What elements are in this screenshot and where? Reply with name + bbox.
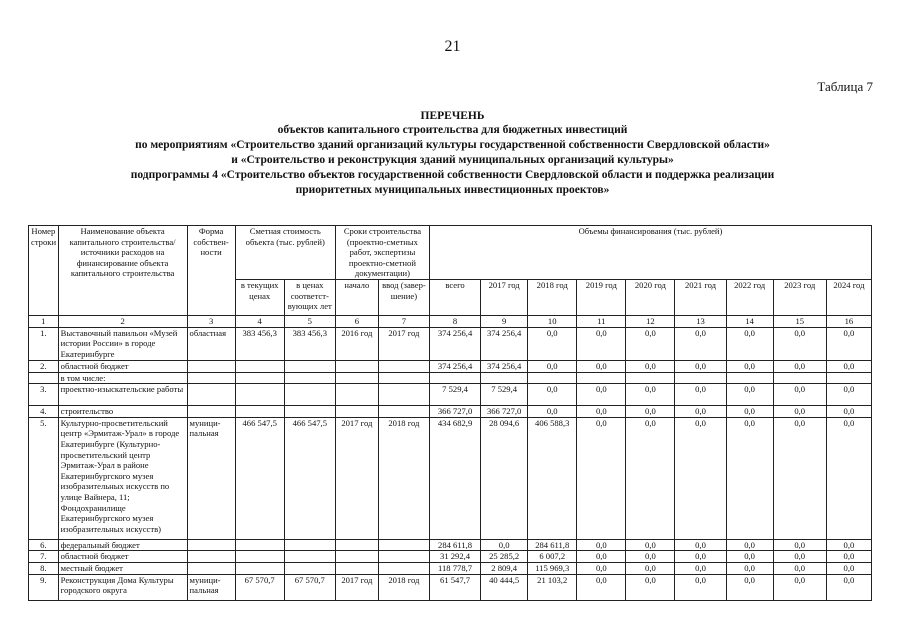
year-amount: 0,0 xyxy=(626,562,675,574)
year-amount: 0,0 xyxy=(826,406,871,418)
title-line: подпрограммы 4 «Строительство объектов государственной собственности Свердловской области и поддержка реализации xyxy=(130,169,775,181)
table-row xyxy=(29,539,872,551)
header-volumes: Объемы финансирования (тыс. рублей) xyxy=(429,226,871,280)
total-amount: 374 256,4 xyxy=(429,360,480,372)
column-number: 6 xyxy=(335,315,378,327)
year-amount: 0,0 xyxy=(481,539,528,551)
table-row xyxy=(29,417,872,539)
header-year: 2021 год xyxy=(675,279,726,315)
object-name: строительство xyxy=(58,406,187,418)
year-amount: 0,0 xyxy=(773,406,826,418)
year-amount: 0,0 xyxy=(773,539,826,551)
table-label: Таблица 7 xyxy=(817,79,873,94)
year-amount: 0,0 xyxy=(773,417,826,539)
year-amount: 0,0 xyxy=(726,384,773,406)
year-amount: 0,0 xyxy=(626,417,675,539)
column-number: 12 xyxy=(626,315,675,327)
year-amount: 40 444,5 xyxy=(481,574,528,600)
object-name: местный бюджет xyxy=(58,562,187,574)
ownership-form xyxy=(187,539,235,551)
column-number: 4 xyxy=(235,315,284,327)
header-year: 2019 год xyxy=(577,279,626,315)
total-amount: 374 256,4 xyxy=(429,327,480,360)
cost-current xyxy=(235,360,284,372)
cost-adjusted xyxy=(284,539,335,551)
finish-year xyxy=(378,384,429,406)
year-amount: 0,0 xyxy=(675,539,726,551)
column-number: 8 xyxy=(429,315,480,327)
year-amount: 0,0 xyxy=(577,384,626,406)
row-number: 4. xyxy=(29,406,59,418)
start-year xyxy=(335,539,378,551)
title-line: и «Строительство и реконструкция зданий муниципальных организаций культуры» xyxy=(231,154,674,166)
ownership-form xyxy=(187,406,235,418)
total-amount: 31 292,4 xyxy=(429,551,480,563)
year-amount: 0,0 xyxy=(726,539,773,551)
year-amount: 115 969,3 xyxy=(528,562,577,574)
start-year xyxy=(335,372,378,384)
cost-current xyxy=(235,562,284,574)
column-number: 2 xyxy=(58,315,187,327)
cost-current xyxy=(235,551,284,563)
page-number: 21 xyxy=(444,38,461,55)
table-row xyxy=(29,360,872,372)
year-amount: 7 529,4 xyxy=(481,384,528,406)
column-number: 7 xyxy=(378,315,429,327)
start-year: 2017 год xyxy=(335,574,378,600)
object-name: проектно-изыскательские работы xyxy=(58,384,187,406)
header-total: всего xyxy=(429,279,480,315)
table-row xyxy=(29,574,872,600)
header-cost-adjusted: в ценах соответст-вующих лет xyxy=(284,279,335,315)
object-name: Культурно-просветительский центр «Эрмитаж-Урал» в городе Екатеринбурге (Культурно-просветительский центр Эрмитаж-Урал в районе Екатеринбургского музея изобразительных искусств по улице Вайнера, 11; Фондохранилище Екатеринбургского музея изобразительных искусств) xyxy=(58,417,187,539)
start-year xyxy=(335,406,378,418)
year-amount: 0,0 xyxy=(577,417,626,539)
row-number: 1. xyxy=(29,327,59,360)
year-amount: 25 285,2 xyxy=(481,551,528,563)
year-amount: 0,0 xyxy=(826,539,871,551)
year-amount: 0,0 xyxy=(626,384,675,406)
year-amount: 0,0 xyxy=(577,551,626,563)
ownership-form xyxy=(187,384,235,406)
year-amount xyxy=(577,372,626,384)
year-amount xyxy=(773,372,826,384)
year-amount xyxy=(675,372,726,384)
investment-table xyxy=(28,225,872,601)
header-year: 2024 год xyxy=(826,279,871,315)
year-amount: 0,0 xyxy=(826,360,871,372)
total-amount xyxy=(429,372,480,384)
object-name: областной бюджет xyxy=(58,551,187,563)
year-amount: 0,0 xyxy=(577,574,626,600)
finish-year xyxy=(378,372,429,384)
row-number: 6. xyxy=(29,539,59,551)
table-row xyxy=(29,551,872,563)
cost-adjusted xyxy=(284,360,335,372)
year-amount xyxy=(626,372,675,384)
year-amount: 0,0 xyxy=(773,574,826,600)
column-number: 13 xyxy=(675,315,726,327)
year-amount: 0,0 xyxy=(577,562,626,574)
year-amount: 28 094,6 xyxy=(481,417,528,539)
year-amount: 0,0 xyxy=(726,417,773,539)
year-amount: 366 727,0 xyxy=(481,406,528,418)
cost-current: 67 570,7 xyxy=(235,574,284,600)
cost-current: 466 547,5 xyxy=(235,417,284,539)
cost-current: 383 456,3 xyxy=(235,327,284,360)
year-amount: 0,0 xyxy=(826,562,871,574)
object-name: Выставочный павильон «Музей истории России» в городе Екатеринбурге xyxy=(58,327,187,360)
cost-current xyxy=(235,539,284,551)
header-cost-current: в текущих ценах xyxy=(235,279,284,315)
year-amount: 284 611,8 xyxy=(528,539,577,551)
cost-current xyxy=(235,372,284,384)
year-amount: 0,0 xyxy=(675,360,726,372)
row-number: 7. xyxy=(29,551,59,563)
column-number: 1 xyxy=(29,315,59,327)
cost-adjusted xyxy=(284,384,335,406)
row-number xyxy=(29,372,59,384)
ownership-form: муници-пальная xyxy=(187,574,235,600)
year-amount: 0,0 xyxy=(626,360,675,372)
start-year xyxy=(335,551,378,563)
object-name: в том числе: xyxy=(58,372,187,384)
finish-year: 2018 год xyxy=(378,417,429,539)
title-line: по мероприятиям «Строительство зданий организаций культуры государственной собственности Свердловской области» xyxy=(135,139,770,151)
ownership-form xyxy=(187,551,235,563)
header-finish: ввод (завер-шение) xyxy=(378,279,429,315)
column-number: 5 xyxy=(284,315,335,327)
year-amount xyxy=(726,372,773,384)
year-amount: 0,0 xyxy=(773,327,826,360)
finish-year: 2017 год xyxy=(378,327,429,360)
table-row xyxy=(29,406,872,418)
year-amount: 0,0 xyxy=(826,417,871,539)
header-num: Номер строки xyxy=(29,226,59,316)
cost-adjusted xyxy=(284,562,335,574)
finish-year xyxy=(378,406,429,418)
year-amount: 0,0 xyxy=(626,406,675,418)
column-number: 15 xyxy=(773,315,826,327)
table-row xyxy=(29,327,872,360)
ownership-form: областная xyxy=(187,327,235,360)
total-amount: 434 682,9 xyxy=(429,417,480,539)
year-amount: 0,0 xyxy=(577,539,626,551)
start-year xyxy=(335,562,378,574)
header-year: 2020 год xyxy=(626,279,675,315)
year-amount: 0,0 xyxy=(577,360,626,372)
year-amount: 0,0 xyxy=(675,417,726,539)
year-amount: 0,0 xyxy=(726,406,773,418)
total-amount: 366 727,0 xyxy=(429,406,480,418)
header-year: 2022 год xyxy=(726,279,773,315)
finish-year: 2018 год xyxy=(378,574,429,600)
year-amount xyxy=(481,372,528,384)
header-form: Форма собствен-ности xyxy=(187,226,235,316)
year-amount: 0,0 xyxy=(675,562,726,574)
year-amount: 0,0 xyxy=(626,539,675,551)
ownership-form xyxy=(187,360,235,372)
title-heading: ПЕРЕЧЕНЬ xyxy=(420,110,485,122)
year-amount: 0,0 xyxy=(726,551,773,563)
year-amount: 374 256,4 xyxy=(481,327,528,360)
cost-adjusted: 383 456,3 xyxy=(284,327,335,360)
ownership-form xyxy=(187,562,235,574)
year-amount: 0,0 xyxy=(675,574,726,600)
start-year xyxy=(335,360,378,372)
cost-adjusted: 466 547,5 xyxy=(284,417,335,539)
year-amount xyxy=(528,372,577,384)
object-name: Реконструкция Дома Культуры городского округа xyxy=(58,574,187,600)
year-amount: 21 103,2 xyxy=(528,574,577,600)
total-amount: 118 778,7 xyxy=(429,562,480,574)
year-amount: 406 588,3 xyxy=(528,417,577,539)
year-amount: 0,0 xyxy=(675,551,726,563)
year-amount: 0,0 xyxy=(626,574,675,600)
ownership-form xyxy=(187,372,235,384)
object-name: федеральный бюджет xyxy=(58,539,187,551)
title-line: приоритетных муниципальных инвестиционных проектов» xyxy=(295,184,610,196)
year-amount: 0,0 xyxy=(675,327,726,360)
cost-current xyxy=(235,406,284,418)
row-number: 2. xyxy=(29,360,59,372)
table-row xyxy=(29,372,872,384)
cost-adjusted: 67 570,7 xyxy=(284,574,335,600)
year-amount: 0,0 xyxy=(826,327,871,360)
cost-adjusted xyxy=(284,372,335,384)
start-year: 2017 год xyxy=(335,417,378,539)
column-number: 11 xyxy=(577,315,626,327)
title-line: объектов капитального строительства для бюджетных инвестиций xyxy=(277,124,628,136)
column-number: 3 xyxy=(187,315,235,327)
start-year: 2016 год xyxy=(335,327,378,360)
start-year xyxy=(335,384,378,406)
year-amount: 0,0 xyxy=(675,384,726,406)
row-number: 9. xyxy=(29,574,59,600)
year-amount xyxy=(826,372,871,384)
year-amount: 0,0 xyxy=(528,360,577,372)
header-start: начало xyxy=(335,279,378,315)
year-amount: 0,0 xyxy=(773,360,826,372)
ownership-form: муници-пальная xyxy=(187,417,235,539)
finish-year xyxy=(378,562,429,574)
column-number: 10 xyxy=(528,315,577,327)
year-amount: 0,0 xyxy=(826,551,871,563)
year-amount: 0,0 xyxy=(626,327,675,360)
finish-year xyxy=(378,551,429,563)
year-amount: 0,0 xyxy=(528,327,577,360)
cost-adjusted xyxy=(284,406,335,418)
year-amount: 0,0 xyxy=(773,562,826,574)
year-amount: 0,0 xyxy=(726,327,773,360)
year-amount: 0,0 xyxy=(726,562,773,574)
header-cost: Сметная стоимость объекта (тыс. рублей) xyxy=(235,226,335,280)
year-amount: 0,0 xyxy=(726,574,773,600)
header-year: 2018 год xyxy=(528,279,577,315)
year-amount: 6 007,2 xyxy=(528,551,577,563)
table-row xyxy=(29,384,872,406)
total-amount: 7 529,4 xyxy=(429,384,480,406)
row-number: 8. xyxy=(29,562,59,574)
year-amount: 0,0 xyxy=(773,551,826,563)
cost-adjusted xyxy=(284,551,335,563)
year-amount: 0,0 xyxy=(626,551,675,563)
column-number-row xyxy=(29,315,872,327)
header-terms: Сроки строительства (проектно-сметных работ, экспертизы проектно-сметной документации) xyxy=(335,226,429,280)
year-amount: 0,0 xyxy=(528,384,577,406)
year-amount: 0,0 xyxy=(773,384,826,406)
year-amount: 2 809,4 xyxy=(481,562,528,574)
header-year: 2017 год xyxy=(481,279,528,315)
year-amount: 0,0 xyxy=(675,406,726,418)
column-number: 14 xyxy=(726,315,773,327)
year-amount: 374 256,4 xyxy=(481,360,528,372)
table-row xyxy=(29,562,872,574)
object-name: областной бюджет xyxy=(58,360,187,372)
total-amount: 284 611,8 xyxy=(429,539,480,551)
year-amount: 0,0 xyxy=(528,406,577,418)
year-amount: 0,0 xyxy=(577,327,626,360)
column-number: 16 xyxy=(826,315,871,327)
year-amount: 0,0 xyxy=(826,384,871,406)
header-year: 2023 год xyxy=(773,279,826,315)
year-amount: 0,0 xyxy=(826,574,871,600)
row-number: 5. xyxy=(29,417,59,539)
year-amount: 0,0 xyxy=(577,406,626,418)
header-name: Наименование объекта капитального строительства/ источники расходов на финансирование объекта капитального строительства xyxy=(58,226,187,316)
finish-year xyxy=(378,539,429,551)
row-number: 3. xyxy=(29,384,59,406)
column-number: 9 xyxy=(481,315,528,327)
year-amount: 0,0 xyxy=(726,360,773,372)
cost-current xyxy=(235,384,284,406)
total-amount: 61 547,7 xyxy=(429,574,480,600)
finish-year xyxy=(378,360,429,372)
